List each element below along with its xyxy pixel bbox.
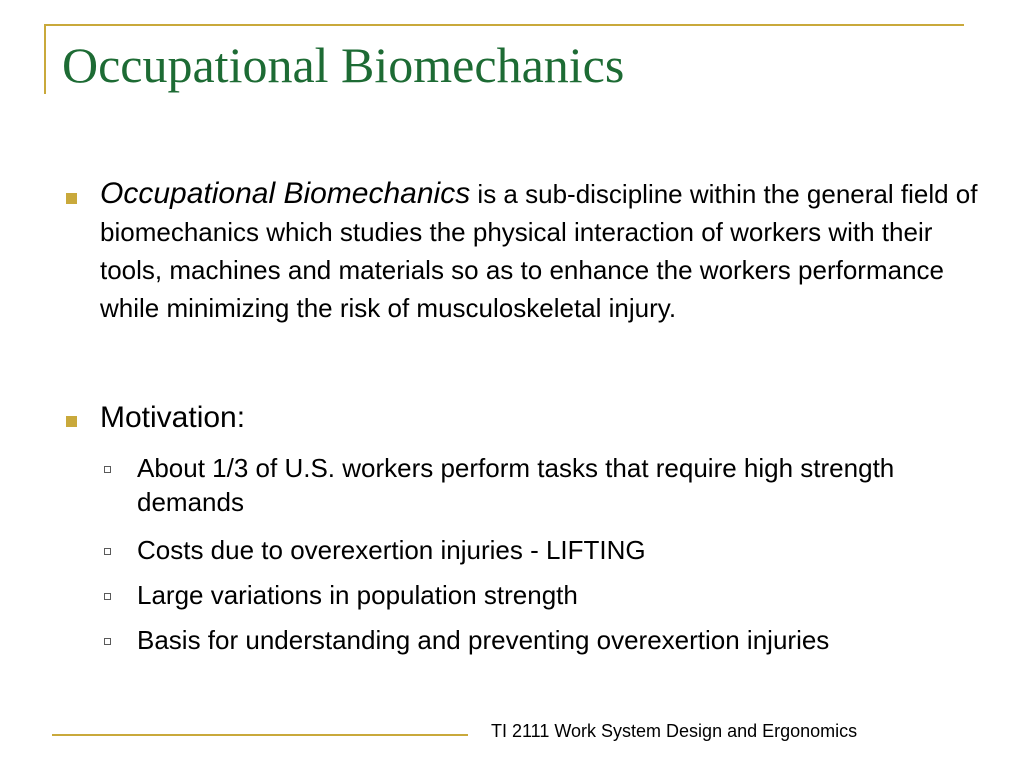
definition-term: Occupational Biomechanics bbox=[100, 177, 471, 210]
sub-bullet-item: Basis for understanding and preventing overexertion injuries bbox=[137, 625, 830, 655]
hollow-square-bullet-icon bbox=[104, 548, 111, 555]
sub-bullet-item: Large variations in population strength bbox=[137, 580, 578, 610]
square-bullet-icon bbox=[66, 193, 77, 204]
definition-text: is a sub-discipline within the general field of biomechanics which studies the physical interaction of workers with their tools, machines and materials so as to enhance the workers performance while minimizing the risk of musculoskeletal injury. bbox=[100, 179, 978, 323]
footer-line bbox=[52, 734, 468, 736]
footer-text: TI 2111 Work System Design and Ergonomics bbox=[491, 721, 858, 741]
top-border-line bbox=[44, 24, 964, 26]
hollow-square-bullet-icon bbox=[104, 593, 111, 600]
bullet-motivation: Motivation: bbox=[100, 401, 246, 434]
hollow-square-bullet-icon bbox=[104, 638, 111, 645]
sub-bullet-item: Costs due to overexertion injuries - LIFTING bbox=[137, 535, 646, 565]
sub-bullet-item: About 1/3 of U.S. workers perform tasks that require high strength demands bbox=[137, 453, 895, 517]
slide-title: Occupational Biomechanics bbox=[62, 37, 625, 93]
hollow-square-bullet-icon bbox=[104, 466, 111, 473]
bullet-definition bbox=[100, 175, 990, 327]
square-bullet-icon bbox=[66, 416, 77, 427]
left-border-line bbox=[44, 24, 46, 94]
